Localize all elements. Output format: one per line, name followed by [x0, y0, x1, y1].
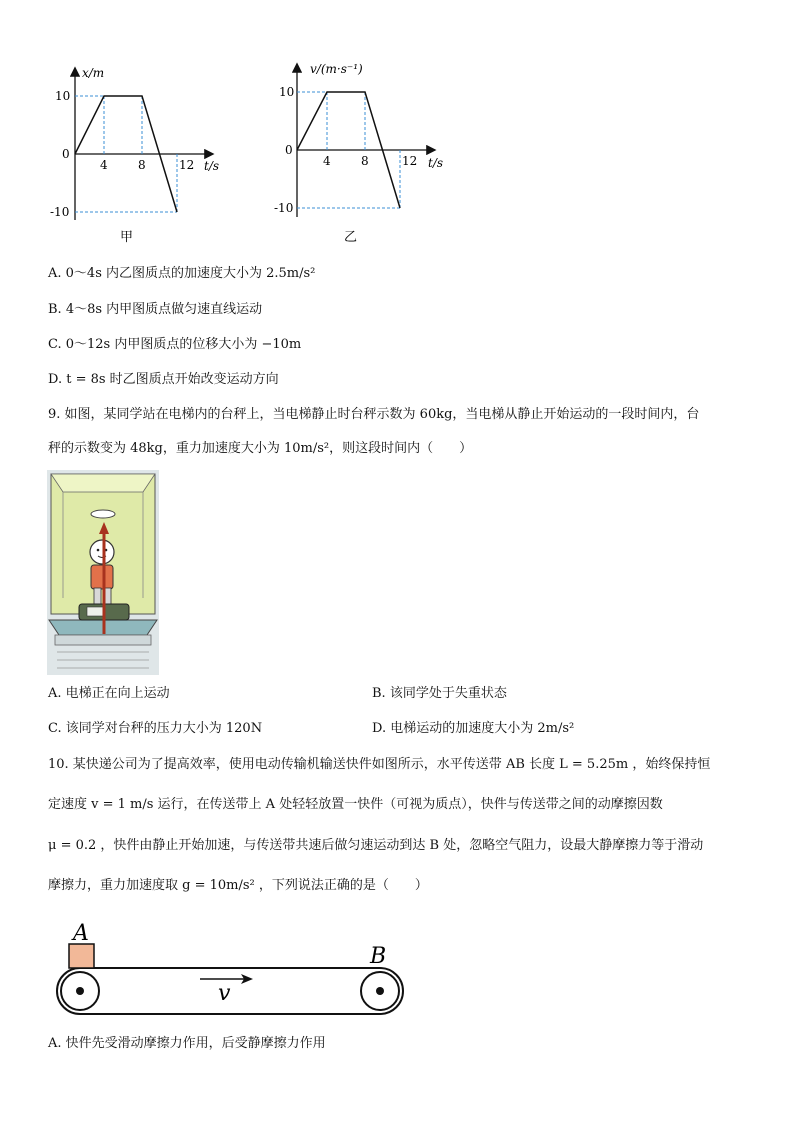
y-axis-label: x/m	[82, 66, 105, 80]
q8-option-a[interactable]: A. 0～4s 内乙图质点的加速度大小为 2.5m/s²	[48, 266, 316, 281]
q9-stem-line1: 9. 如图，某同学站在电梯内的台秤上，当电梯静止时台秤示数为 60kg，当电梯从静止开始运动的一段时间内，台	[48, 407, 700, 422]
q10-stem-line4: 摩擦力，重力加速度取 g = 10m/s² ，下列说法正确的是（ ）	[48, 878, 428, 893]
q8-option-b[interactable]: B. 4～8s 内甲图质点做匀速直线运动	[48, 302, 263, 317]
q9-option-c[interactable]: C. 该同学对台秤的压力大小为 120N	[48, 721, 263, 736]
graph-jia	[40, 55, 240, 250]
label-a: A	[73, 921, 89, 946]
x-tick-4: 4	[100, 158, 108, 172]
q9-option-a[interactable]: A. 电梯正在向上运动	[48, 686, 170, 701]
origin-label: 0	[62, 147, 70, 161]
elevator-illustration	[47, 470, 159, 675]
caption-jia: 甲	[120, 230, 134, 245]
graph-yi	[270, 55, 470, 250]
q9-option-d[interactable]: D. 电梯运动的加速度大小为 2m/s²	[372, 721, 575, 736]
x-tick-4: 4	[323, 154, 331, 168]
q8-option-d[interactable]: D. t = 8s 时乙图质点开始改变运动方向	[48, 372, 279, 387]
x-tick-12: 12	[179, 158, 195, 172]
q10-option-a[interactable]: A. 快件先受滑动摩擦力作用，后受静摩擦力作用	[48, 1036, 326, 1051]
q10-stem-line2: 定速度 v = 1 m/s 运行，在传送带上 A 处轻轻放置一快件（可视为质点），快件与传送带之间的动摩擦因数	[48, 797, 663, 812]
q9-option-b[interactable]: B. 该同学处于失重状态	[372, 686, 507, 701]
label-b: B	[370, 944, 387, 969]
y-tick-10: 10	[279, 85, 295, 99]
q8-option-c[interactable]: C. 0～12s 内甲图质点的位移大小为 −10m	[48, 337, 302, 352]
x-tick-12: 12	[402, 154, 418, 168]
q10-stem-line1: 10. 某快递公司为了提高效率，使用电动传输机输送快件如图所示，水平传送带 AB 长度 L = 5.25m ，始终保持恒	[48, 757, 711, 772]
q9-stem-line2: 秤的示数变为 48kg，重力加速度大小为 10m/s²，则这段时间内（ ）	[48, 441, 473, 456]
caption-yi: 乙	[344, 230, 358, 245]
x-axis-label: t/s	[204, 159, 220, 173]
label-v: v	[218, 981, 231, 1006]
conveyor-belt-diagram	[50, 915, 410, 1020]
q10-stem-line3: μ = 0.2 ，快件由静止开始加速，与传送带共速后做匀速运动到达 B 处，忽略空气阻力，设最大静摩擦力等于滑动	[48, 838, 704, 853]
y-tick-neg10: -10	[274, 201, 294, 215]
package	[69, 944, 94, 968]
origin-label: 0	[285, 143, 293, 157]
x-axis-label: t/s	[428, 156, 444, 170]
y-tick-neg10: -10	[50, 205, 70, 219]
x-tick-8: 8	[138, 158, 146, 172]
y-tick-10: 10	[55, 89, 71, 103]
y-axis-label: v/(m·s⁻¹)	[310, 62, 363, 76]
x-tick-8: 8	[361, 154, 369, 168]
